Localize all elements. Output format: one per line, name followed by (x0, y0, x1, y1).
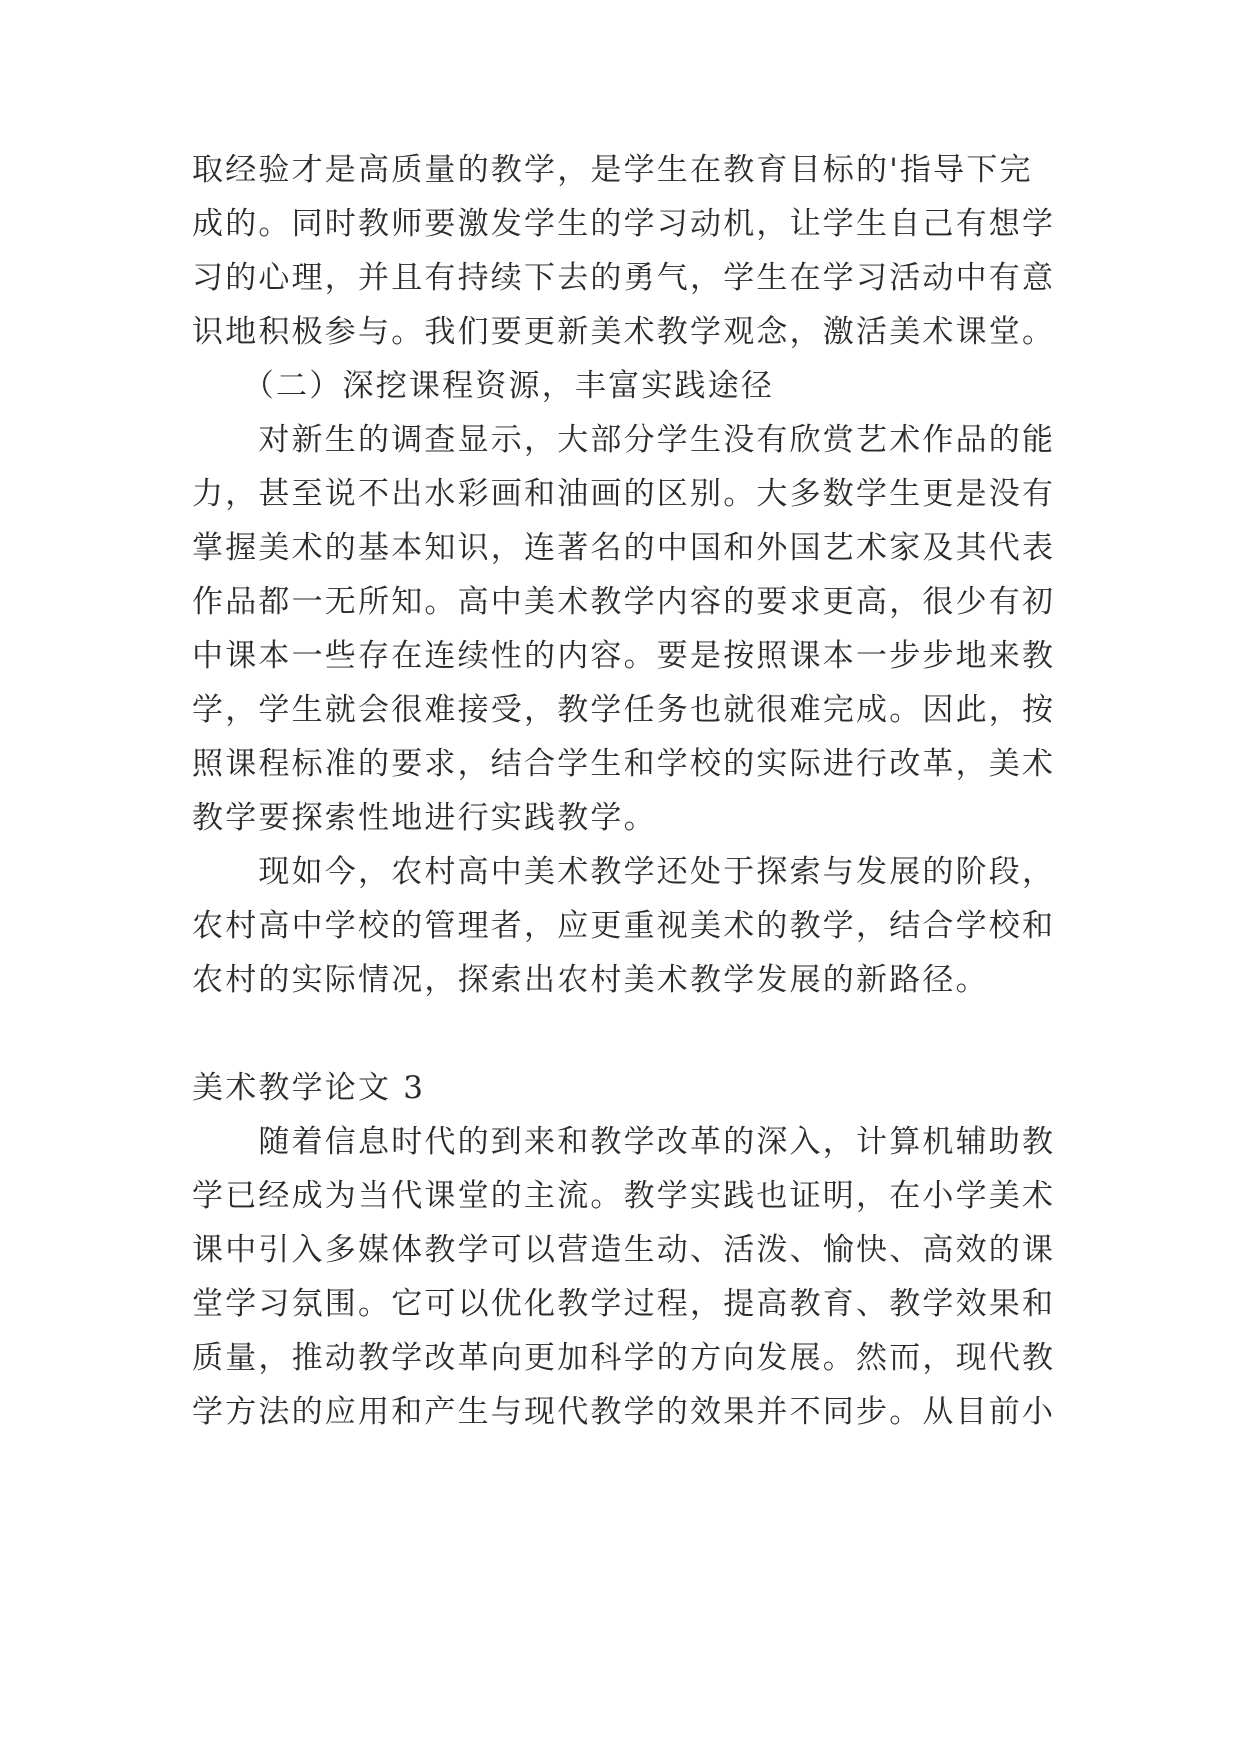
text-line: 学已经成为当代课堂的主流。教学实践也证明，在小学美术 (192, 1178, 1056, 1214)
text-line: 识地积极参与。我们要更新美术教学观念，激活美术课堂。 (192, 314, 1056, 350)
text-line: 堂学习氛围。它可以优化教学过程，提高教育、教学效果和 (192, 1286, 1056, 1322)
text-line: 质量，推动教学改革向更加科学的方向发展。然而，现代教 (192, 1340, 1056, 1376)
text-line: 中课本一些存在连续性的内容。要是按照课本一步步地来教 (192, 638, 1056, 674)
text-line: 随着信息时代的到来和教学改革的深入，计算机辅助教 (192, 1124, 1056, 1160)
text-line: 习的心理，并且有持续下去的勇气，学生在学习活动中有意 (192, 260, 1056, 296)
text-line: 照课程标准的要求，结合学生和学校的实际进行改革，美术 (192, 746, 1056, 782)
text-line: 教学要探索性地进行实践教学。 (192, 800, 657, 836)
text-line: 农村的实际情况，探索出农村美术教学发展的新路径。 (192, 962, 989, 998)
text-line: 学，学生就会很难接受，教学任务也就很难完成。因此，按 (192, 692, 1056, 728)
text-line: 掌握美术的基本知识，连著名的中国和外国艺术家及其代表 (192, 530, 1056, 566)
text-line: 作品都一无所知。高中美术教学内容的要求更高，很少有初 (192, 584, 1056, 620)
text-line: 农村高中学校的管理者，应更重视美术的教学，结合学校和 (192, 908, 1056, 944)
text-line: 现如今，农村高中美术教学还处于探索与发展的阶段， (192, 854, 1056, 890)
text-line: 学方法的应用和产生与现代教学的效果并不同步。从目前小 (192, 1394, 1056, 1430)
text-line: 课中引入多媒体教学可以营造生动、活泼、愉快、高效的课 (192, 1232, 1056, 1268)
article-title: 美术教学论文 3 (192, 1070, 426, 1106)
text-line: 力，甚至说不出水彩画和油画的区别。大多数学生更是没有 (192, 476, 1056, 512)
text-line: 对新生的调查显示，大部分学生没有欣赏艺术作品的能 (192, 422, 1056, 458)
text-line: 成的。同时教师要激发学生的学习动机，让学生自己有想学 (192, 206, 1056, 242)
section-heading: （二）深挖课程资源，丰富实践途径 (192, 368, 775, 404)
text-line: 取经验才是高质量的教学，是学生在教育目标的'指导下完 (192, 152, 1033, 188)
